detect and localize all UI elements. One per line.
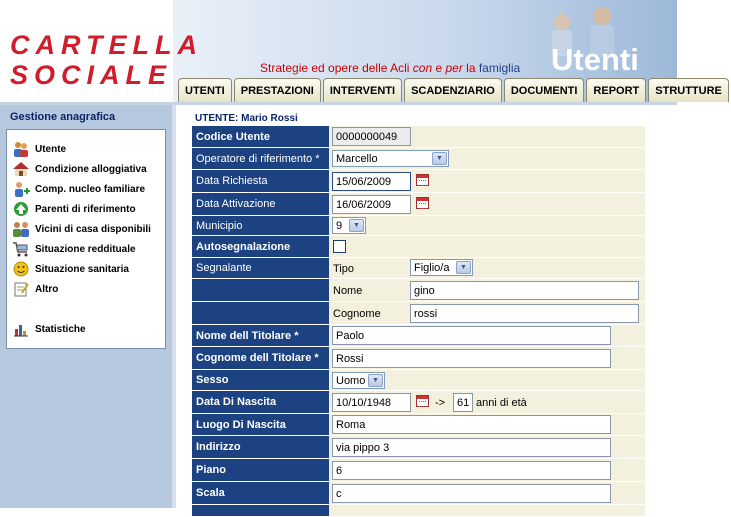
chevron-down-icon: ▼ [432,152,447,165]
tab-report[interactable]: REPORT [586,78,646,102]
row-operatore [192,148,645,170]
age-suffix: anni di età [476,396,527,409]
sidebar-item-situazione-sanitaria[interactable]: Situazione sanitaria [11,260,129,278]
sidebar-item-comp-nucleo[interactable]: Comp. nucleo familiare [11,180,145,198]
row-data-attivazione [192,193,645,216]
sidebar-menu [6,129,166,349]
operatore-select[interactable]: Marcello ▼ [332,150,449,167]
tab-documenti[interactable]: DOCUMENTI [504,78,585,102]
tagline: Strategie ed opere delle Acli con e per la famiglia [260,61,521,75]
calendar-icon[interactable] [416,174,429,186]
cart-icon [11,240,31,258]
scala-input[interactable]: c [332,484,611,503]
luogo-nascita-label: Luogo Di Nascita [192,414,329,436]
row-indirizzo [192,436,645,459]
segnalante-nome-input[interactable]: gino [410,281,639,300]
row-autosegnalazione [192,236,645,258]
chevron-down-icon: ▼ [456,261,471,274]
up-arrow-icon [11,200,31,218]
cognome-titolare-input[interactable]: Rossi [332,349,611,368]
logo-line-1: CARTELLA [10,30,203,60]
data-attivazione-input[interactable]: 16/06/2009 [332,195,411,214]
sidebar-item-utente[interactable]: Utente [11,140,66,158]
tab-prestazioni[interactable]: PRESTAZIONI [234,78,321,102]
row-nome-titolare [192,325,645,347]
row-next [192,505,645,517]
row-piano [192,459,645,482]
data-nascita-input[interactable]: 10/10/1948 [332,393,411,412]
main-tabs [178,78,731,102]
segnalante-label: Segnalante [192,258,329,279]
house-icon [11,160,31,178]
row-codice-utente [192,126,645,148]
smiley-icon [11,260,31,278]
nome-titolare-label: Nome dell Titolare * [192,325,329,347]
chevron-down-icon: ▼ [349,219,364,232]
tab-scadenziario[interactable]: SCADENZIARIO [404,78,502,102]
add-user-icon [11,180,31,198]
people-icon [11,220,31,238]
age-field: 61 [453,393,473,412]
indirizzo-label: Indirizzo [192,436,329,459]
cognome-label: Cognome [333,307,381,320]
municipio-select[interactable]: 9 ▼ [332,217,366,234]
sidebar-item-situazione-reddituale[interactable]: Situazione reddituale [11,240,136,258]
sidebar-item-altro[interactable]: Altro [11,280,58,298]
tipo-label: Tipo [333,262,354,275]
logo-line-2: SOCIALE [10,60,173,90]
nome-titolare-input[interactable]: Paolo [332,326,611,345]
data-richiesta-label: Data Richiesta [192,170,329,193]
segnalante-spacer [192,302,329,325]
sidebar-item-parenti[interactable]: Parenti di riferimento [11,200,136,218]
sidebar-title: Gestione anagrafica [10,111,116,123]
row-scala [192,482,645,505]
indirizzo-input[interactable]: via pippo 3 [332,438,611,457]
segnalante-cognome-input[interactable]: rossi [410,304,639,323]
row-data-nascita [192,391,645,414]
piano-input[interactable]: 6 [332,461,611,480]
data-richiesta-input[interactable]: 15/06/2009 [332,172,411,191]
codice-utente-label: Codice Utente [192,126,329,148]
row-segnalante-cognome [192,302,645,325]
scala-label: Scala [192,482,329,505]
row-sesso [192,370,645,391]
sidebar [0,105,172,508]
sidebar-item-vicini[interactable]: Vicini di casa disponibili [11,220,151,238]
data-attivazione-label: Data Attivazione [192,193,329,216]
row-segnalante-nome [192,279,645,302]
sidebar-item-condizione-alloggiativa[interactable]: Condizione alloggiativa [11,160,147,178]
tipo-select[interactable]: Figlio/a ▼ [410,259,473,276]
user-heading: UTENTE: Mario Rossi [195,113,298,124]
notepad-icon [11,280,31,298]
calendar-icon[interactable] [416,197,429,209]
sidebar-item-statistiche[interactable]: Statistiche [11,320,86,338]
app-header [0,0,722,103]
sesso-select[interactable]: Uomo ▼ [332,372,385,389]
data-nascita-label: Data Di Nascita [192,391,329,414]
tab-interventi[interactable]: INTERVENTI [323,78,402,102]
chevron-down-icon: ▼ [368,374,383,387]
sesso-label: Sesso [192,370,329,391]
row-segnalante-tipo [192,258,645,279]
piano-label: Piano [192,459,329,482]
tab-utenti[interactable]: UTENTI [178,78,232,102]
row-municipio [192,216,645,236]
segnalante-spacer [192,279,329,302]
row-cognome-titolare [192,347,645,370]
cognome-titolare-label: Cognome dell Titolare * [192,347,329,370]
autosegnalazione-label: Autosegnalazione [192,236,329,258]
tab-strutture[interactable]: STRUTTURE [648,78,729,102]
autosegnalazione-checkbox[interactable] [333,240,346,253]
users-icon [11,140,31,158]
calendar-icon[interactable] [416,395,429,407]
operatore-label: Operatore di riferimento * [192,148,329,170]
row-luogo-nascita [192,414,645,436]
luogo-nascita-input[interactable]: Roma [332,415,611,434]
municipio-label: Municipio [192,216,329,236]
main-content [176,105,677,508]
row-data-richiesta [192,170,645,193]
user-form [192,126,645,517]
codice-utente-field: 0000000049 [332,127,411,146]
nome-label: Nome [333,284,363,297]
chart-icon [11,320,31,338]
age-arrow: -> [435,396,446,409]
app-title: Utenti [551,42,639,77]
